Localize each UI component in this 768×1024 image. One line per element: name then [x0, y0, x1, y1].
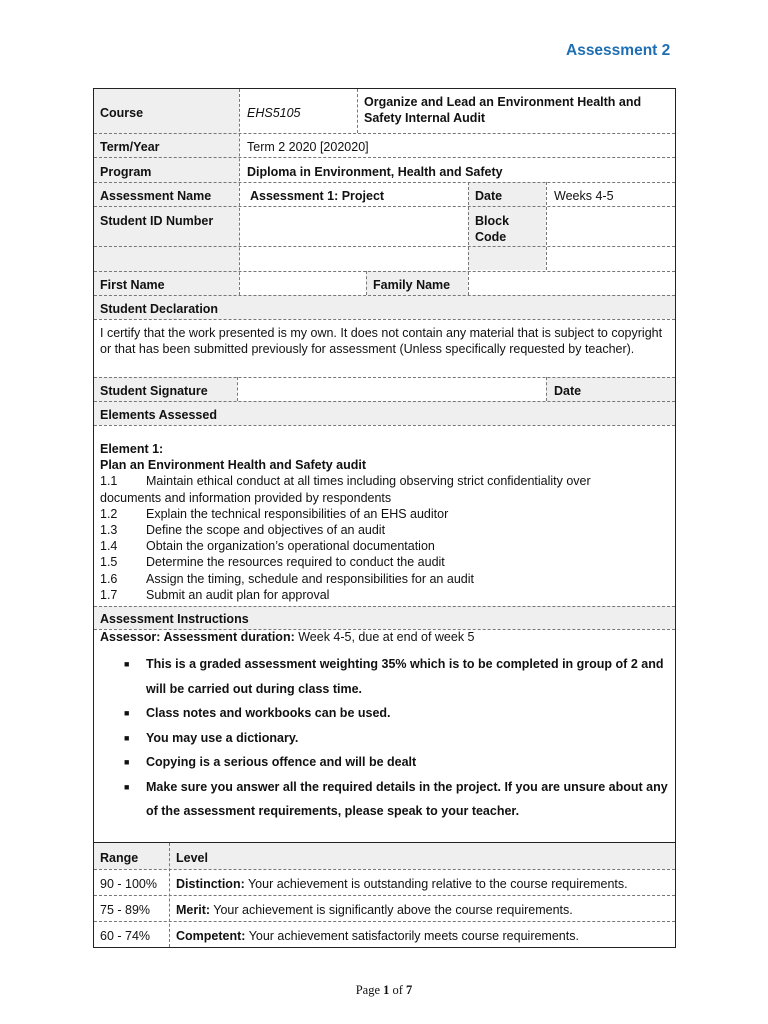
list-item: 1.3 Define the scope and objectives of an audit — [100, 523, 386, 538]
course-code: EHS5105 — [247, 106, 301, 120]
table-row-range: 90 - 100% — [100, 877, 157, 891]
student-id-field[interactable] — [240, 208, 466, 244]
family-name-label: Family Name — [373, 278, 451, 292]
list-item: 1.5 Determine the resources required to conduct the audit — [100, 555, 445, 570]
element-subtitle: Plan an Environment Health and Safety audit — [100, 458, 367, 473]
assessment-duration: Week 4-5, due at end of week 5 — [294, 630, 475, 644]
instructions-bullets — [120, 652, 670, 824]
list-item: ■ Class notes and workbooks can be used. — [120, 701, 670, 726]
signature-field[interactable] — [238, 379, 544, 399]
term-value: Term 2 2020 [202020] — [247, 140, 369, 154]
list-item: 1.6 Assign the timing, schedule and responsibilities for an audit — [100, 571, 474, 586]
block-code-field[interactable] — [548, 208, 673, 244]
term-label: Term/Year — [100, 140, 160, 154]
first-name-label: First Name — [100, 278, 165, 292]
instructions-label: Assessment Instructions — [100, 612, 249, 626]
table-row-level: Merit: Your achievement is significantly above the course requirements. — [176, 903, 573, 917]
assessment-name-label: Assessment Name — [100, 189, 212, 203]
elements-assessed-label: Elements Assessed — [100, 408, 217, 422]
list-item: 1.7 Submit an audit plan for approval — [100, 587, 330, 602]
signature-date-label: Date — [554, 384, 582, 398]
table-row-range: 60 - 74% — [100, 929, 151, 943]
block-code-label: Block Code — [475, 214, 510, 244]
assessment-name-value: Assessment 1: Project — [250, 189, 385, 203]
bullet-icon: ■ — [124, 659, 130, 669]
course-name: Organize and Lead an Environment Health and Safety Internal Audit — [364, 95, 642, 125]
assessment-date-label: Date — [475, 189, 503, 203]
range-header: Range — [100, 851, 139, 865]
declaration-label: Student Declaration — [100, 302, 219, 316]
list-item: 1.1 Maintain ethical conduct at all times including observing strict confidentiality over — [100, 474, 591, 489]
student-id-label: Student ID Number — [100, 214, 214, 228]
signature-label: Student Signature — [100, 384, 208, 398]
family-name-field[interactable] — [469, 273, 673, 293]
declaration-text: I certify that the work presented is my own. It does not contain any material that is subject to copyright or that has been submitted previously for assessment (Unless specifically requested by teacher). — [100, 326, 663, 356]
list-item: ■ You may use a dictionary. — [120, 726, 670, 751]
program-label: Program — [100, 165, 152, 179]
instructions-body — [100, 630, 670, 824]
table-row-level: Distinction: Your achievement is outstanding relative to the course requirements. — [176, 877, 628, 891]
document-header-title: Assessment 2 — [566, 42, 671, 59]
elements-list — [100, 441, 670, 603]
table-row-level: Competent: Your achievement satisfactorily meets course requirements. — [176, 929, 579, 943]
list-item: documents and information provided by respondents — [100, 490, 392, 505]
bullet-icon: ■ — [124, 781, 130, 792]
bullet-icon: ■ — [124, 757, 130, 767]
bullet-icon: ■ — [124, 708, 130, 718]
table-row-range: 75 - 89% — [100, 903, 151, 917]
assessor-label: Assessor: Assessment duration: — [100, 630, 295, 644]
element-title: Element 1: — [100, 442, 164, 456]
bullet-icon: ■ — [124, 732, 130, 743]
program-value: Diploma in Environment, Health and Safety — [247, 165, 503, 179]
page-footer: Page 1 of 7 — [355, 983, 413, 997]
level-header: Level — [176, 851, 208, 865]
list-item: ■ This is a graded assessment weighting 35% which is to be completed in group of 2 and will be carried out during class time. — [120, 652, 670, 701]
list-item: ■ Copying is a serious offence and will be dealt — [120, 750, 670, 775]
list-item: 1.2 Explain the technical responsibilities of an EHS auditor — [100, 506, 449, 521]
first-name-field[interactable] — [240, 273, 364, 293]
course-label: Course — [100, 106, 144, 120]
assessment-date-value: Weeks 4-5 — [554, 189, 614, 203]
list-item: ■ Make sure you answer all the required details in the project. If you are unsure about any of the assessment requirements, please speak to your teacher. — [120, 775, 670, 824]
list-item: 1.4 Obtain the organization’s operational documentation — [100, 539, 435, 554]
